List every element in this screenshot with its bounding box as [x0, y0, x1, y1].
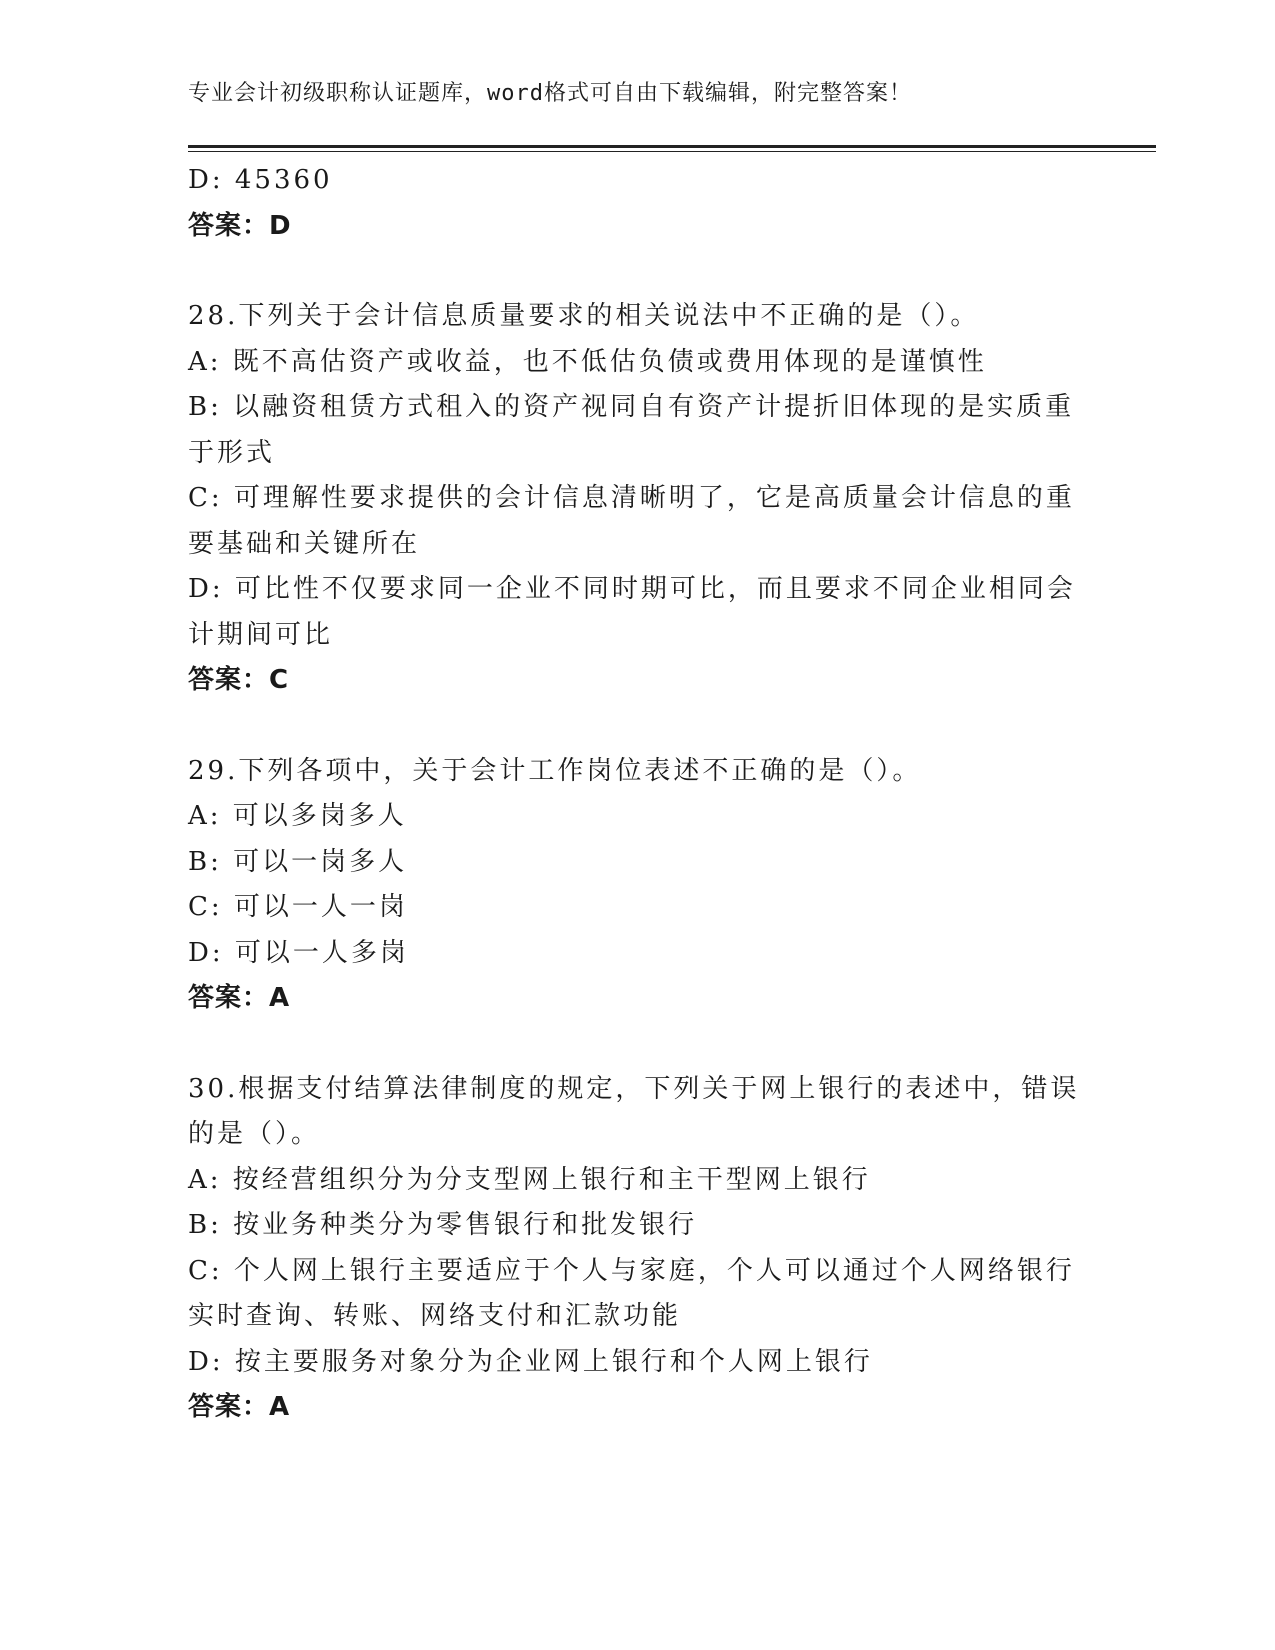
- option-c: C: 可理解性要求提供的会计信息清晰明了，它是高质量会计信息的重: [188, 483, 1075, 513]
- question-stem: 30.根据支付结算法律制度的规定，下列关于网上银行的表述中，错误: [188, 1073, 1080, 1104]
- document-body: [188, 158, 1088, 1431]
- header-rule-thick: [188, 145, 1156, 148]
- option-c-continued: 实时查询、转账、网络支付和汇款功能: [188, 1301, 682, 1331]
- question-28: [188, 294, 1088, 704]
- option-d: D: 可以一人多岗: [188, 937, 409, 968]
- question-stem: 29.下列各项中，关于会计工作岗位表述不正确的是（）。: [188, 755, 922, 786]
- carryover-block: [188, 158, 1088, 249]
- option-d-continued: 计期间可比: [188, 619, 334, 650]
- option-d: D: 按主要服务对象分为企业网上银行和个人网上银行: [188, 1346, 873, 1377]
- spacer: [188, 1022, 1088, 1067]
- option-c: C: 可以一人一岗: [188, 892, 408, 922]
- option-c: C: 个人网上银行主要适应于个人与家庭，个人可以通过个人网络银行: [188, 1255, 1075, 1286]
- answer-line: 答案：A: [188, 983, 291, 1013]
- option-c-continued: 要基础和关键所在: [188, 528, 421, 559]
- question-29: [188, 749, 1088, 1022]
- answer-line: 答案：C: [188, 665, 290, 695]
- answer-line: 答案：A: [188, 1392, 291, 1422]
- option-b: B: 可以一岗多人: [188, 846, 408, 877]
- question-30: [188, 1067, 1088, 1431]
- question-stem-continued: 的是（）。: [188, 1119, 321, 1149]
- option-a: A: 按经营组织分为分支型网上银行和主干型网上银行: [188, 1164, 871, 1195]
- spacer: [188, 704, 1088, 749]
- header-rule-thin: [188, 151, 1156, 152]
- option-d: D: 可比性不仅要求同一企业不同时期可比，而且要求不同企业相同会: [188, 574, 1076, 604]
- option-b: B: 按业务种类分为零售银行和批发银行: [188, 1210, 698, 1240]
- page-header: 专业会计初级职称认证题库，word格式可自由下载编辑，附完整答案！: [188, 81, 912, 106]
- option-a: A: 既不高估资产或收益，也不低估负债或费用体现的是谨慎性: [188, 346, 987, 377]
- answer-line: 答案：D: [188, 210, 292, 241]
- question-stem: 28.下列关于会计信息质量要求的相关说法中不正确的是（）。: [188, 301, 980, 331]
- option-b-continued: 于形式: [188, 437, 276, 468]
- spacer: [188, 249, 1088, 294]
- option-b: B: 以融资租赁方式租入的资产视同自有资产计提折旧体现的是实质重: [188, 392, 1075, 422]
- option-a: A: 可以多岗多人: [188, 801, 407, 831]
- option-d: D: 45360: [188, 165, 333, 195]
